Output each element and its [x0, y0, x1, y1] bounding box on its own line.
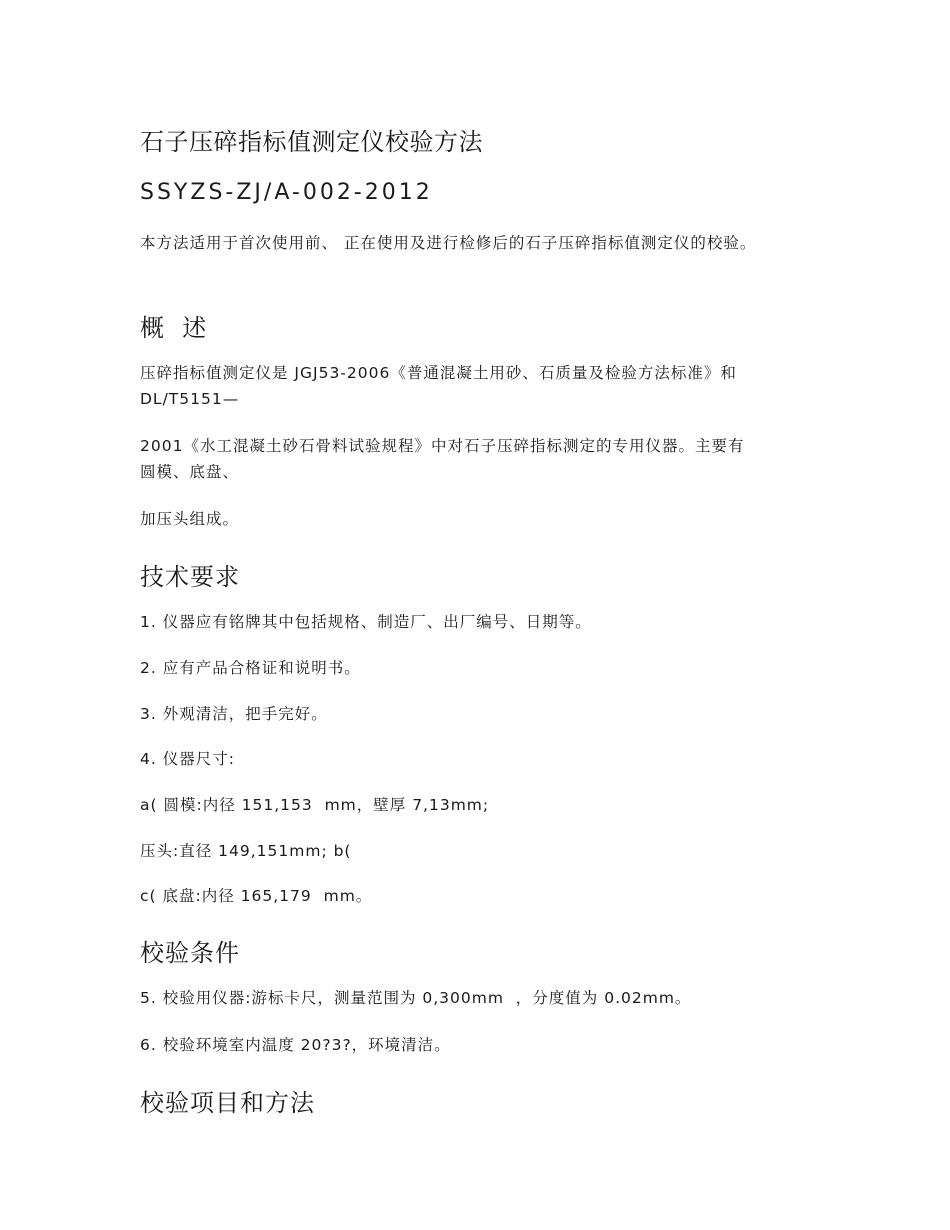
conditions-item: 6. 校验环境室内温度 20?3?，环境清洁。	[140, 1036, 451, 1054]
conditions-item: 5. 校验用仪器:游标卡尺，测量范围为 0,300mm ，分度值为 0.02mm。	[140, 989, 692, 1007]
document-code: SSYZS-ZJ/A-002-2012	[140, 180, 433, 205]
tech-item: 1. 仪器应有铭牌其中包括规格、制造厂、出厂编号、日期等。	[140, 613, 592, 631]
intro-paragraph: 本方法适用于首次使用前、 正在使用及进行检修后的石子压碎指标值测定仪的校验。	[140, 234, 757, 252]
overview-paragraph-line: DL/T5151—	[140, 390, 240, 408]
tech-item: 压头:直径 149,151mm; b(	[140, 842, 352, 860]
tech-item: 4. 仪器尺寸:	[140, 750, 235, 768]
tech-item: 2. 应有产品合格证和说明书。	[140, 659, 361, 677]
overview-paragraph-line: 圆模、底盘、	[140, 463, 240, 481]
section-heading-tech: 技术要求	[140, 563, 240, 591]
overview-paragraph-line: 2001《水工混凝土砂石骨料试验规程》中对石子压碎指标测定的专用仪器。主要有	[140, 437, 745, 455]
section-heading-overview: 概 述	[140, 314, 208, 342]
overview-paragraph-line: 压碎指标值测定仪是 JGJ53-2006《普通混凝土用砂、石质量及检验方法标准》和	[140, 364, 737, 382]
section-heading-methods: 校验项目和方法	[140, 1089, 315, 1117]
section-heading-conditions: 校验条件	[140, 939, 240, 967]
tech-item: a( 圆模:内径 151,153 mm，壁厚 7,13mm;	[140, 796, 490, 814]
overview-paragraph-line: 加压头组成。	[140, 510, 240, 528]
tech-item: c( 底盘:内径 165,179 mm。	[140, 887, 373, 905]
tech-item: 3. 外观清洁，把手完好。	[140, 705, 328, 723]
document-title: 石子压碎指标值测定仪校验方法	[140, 128, 483, 156]
